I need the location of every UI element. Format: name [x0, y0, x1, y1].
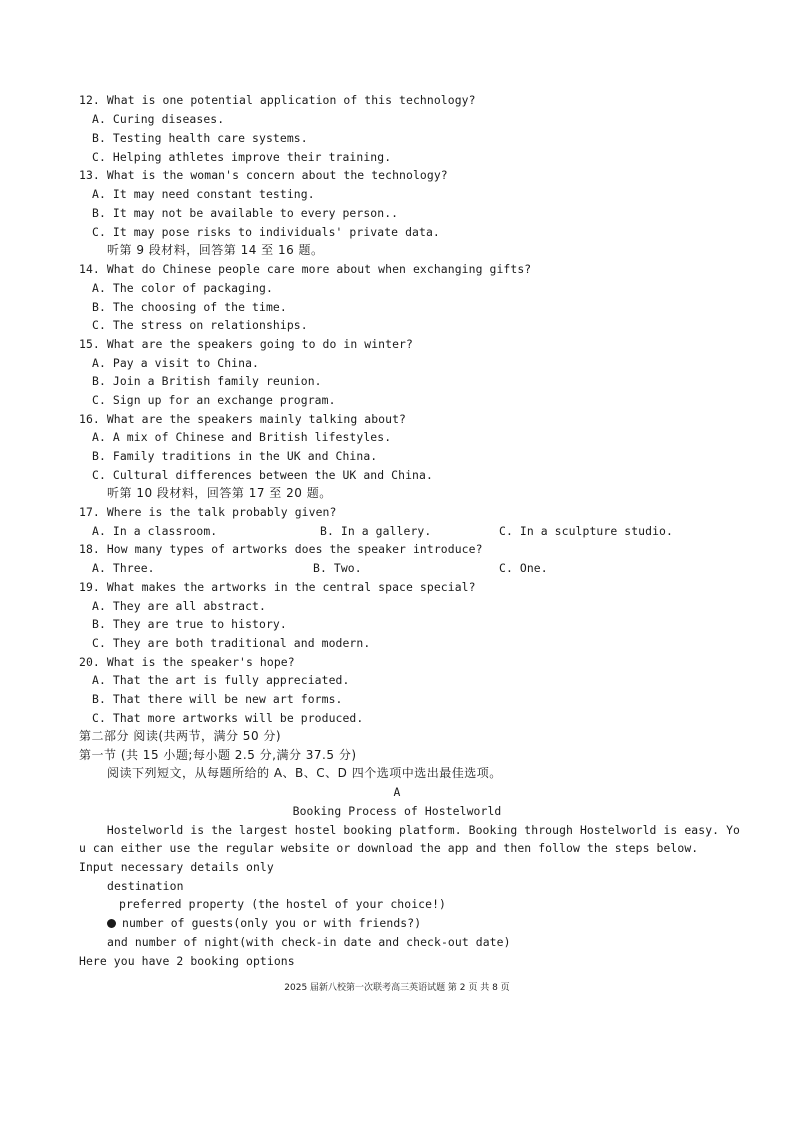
input-details-heading: Input necessary details only [79, 860, 274, 874]
page-footer: 2025 届新八校第一次联考高三英语试题 第 2 页 共 8 页 [284, 983, 510, 993]
question-15-stem: 15. What are the speakers going to do in winter? [79, 337, 413, 351]
section-1-heading: 第一节 (共 15 小题;每小题 2.5 分,满分 37.5 分) [79, 748, 357, 762]
passage-letter: A [393, 785, 401, 799]
question-16-option-c: C. Cultural differences between the UK and China. [92, 468, 433, 482]
question-12-option-a: A. Curing diseases. [92, 112, 225, 126]
question-18-option-c: C. One. [499, 561, 548, 575]
detail-item-property: preferred property (the hostel of your choice!) [119, 897, 447, 911]
detail-item-nights: and number of night(with check-in date and check-out date) [107, 935, 511, 949]
question-12-option-b: B. Testing health care systems. [92, 131, 308, 145]
question-16-stem: 16. What are the speakers mainly talking about? [79, 412, 407, 426]
question-20-stem: 20. What is the speaker's hope? [79, 655, 295, 669]
question-17-stem: 17. Where is the talk probably given? [79, 505, 337, 519]
detail-item-guests [107, 916, 421, 930]
question-16-option-b: B. Family traditions in the UK and China. [92, 449, 378, 463]
bullet-icon [107, 919, 116, 928]
question-13-option-b: B. It may not be available to every person.. [92, 206, 399, 220]
question-17-option-c: C. In a sculpture studio. [499, 524, 673, 538]
question-20-option-b: B. That there will be new art forms. [92, 692, 343, 706]
part-2-heading: 第二部分 阅读(共两节，满分 50 分) [79, 729, 282, 743]
passage-title: Booking Process of Hostelworld [292, 804, 502, 818]
question-17-option-b: B. In a gallery. [320, 524, 432, 538]
question-13-option-c: C. It may pose risks to individuals' private data. [92, 225, 440, 239]
question-18-stem: 18. How many types of artworks does the speaker introduce? [79, 542, 483, 556]
question-12-stem: 12. What is one potential application of this technology? [79, 93, 476, 107]
question-20-option-c: C. That more artworks will be produced. [92, 711, 364, 725]
question-18-option-a: A. Three. [92, 561, 155, 575]
section-9-instruction: 听第 9 段材料，回答第 14 至 16 题。 [107, 243, 324, 257]
question-19-stem: 19. What makes the artworks in the central space special? [79, 580, 476, 594]
question-19-option-a: A. They are all abstract. [92, 599, 266, 613]
detail-item-destination: destination [107, 879, 184, 893]
section-10-instruction: 听第 10 段材料，回答第 17 至 20 题。 [107, 486, 332, 500]
question-15-option-a: A. Pay a visit to China. [92, 356, 259, 370]
passage-paragraph-line-1: Hostelworld is the largest hostel booking platform. Booking through Hostelworld is easy. Yo [79, 823, 740, 837]
question-14-option-a: A. The color of packaging. [92, 281, 273, 295]
question-14-option-b: B. The choosing of the time. [92, 300, 287, 314]
question-19-option-b: B. They are true to history. [92, 617, 287, 631]
question-16-option-a: A. A mix of Chinese and British lifestyles. [92, 430, 392, 444]
question-15-option-c: C. Sign up for an exchange program. [92, 393, 336, 407]
question-17-option-a: A. In a classroom. [92, 524, 218, 538]
question-13-option-a: A. It may need constant testing. [92, 187, 315, 201]
question-15-option-b: B. Join a British family reunion. [92, 374, 322, 388]
question-14-option-c: C. The stress on relationships. [92, 318, 308, 332]
question-14-stem: 14. What do Chinese people care more about when exchanging gifts? [79, 262, 532, 276]
question-13-stem: 13. What is the woman's concern about the technology? [79, 168, 448, 182]
booking-options-line: Here you have 2 booking options [79, 954, 295, 968]
question-18-option-b: B. Two. [313, 561, 362, 575]
detail-item-guests-label: number of guests(only you or with friends?) [122, 916, 422, 930]
passage-paragraph-line-2: u can either use the regular website or download the app and then follow the steps below. [79, 841, 699, 855]
question-19-option-c: C. They are both traditional and modern. [92, 636, 371, 650]
reading-directions: 阅读下列短文，从每题所给的 A、B、C、D 四个选项中选出最佳选项。 [107, 766, 502, 780]
question-12-option-c: C. Helping athletes improve their training. [92, 150, 392, 164]
question-20-option-a: A. That the art is fully appreciated. [92, 673, 350, 687]
